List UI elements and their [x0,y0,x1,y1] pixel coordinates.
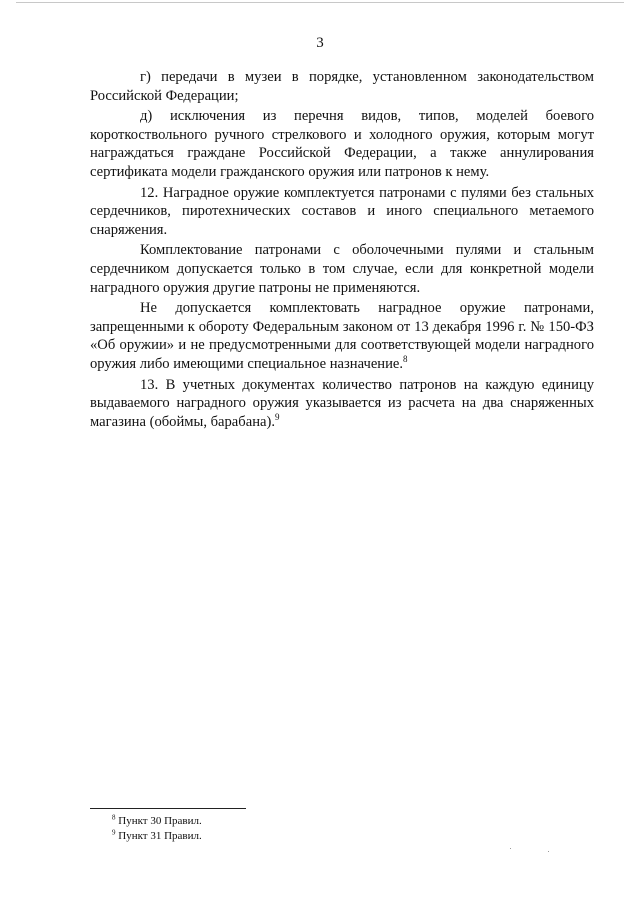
footnote-separator [90,808,246,809]
paragraph-text: Не допускается комплектовать наградное оружие патронами, запрещенными к обороту Федеральным законом от 13 декабря 1996 г. № 150-ФЗ «Об оружии» и не предусмотренными для соответствующей модели наградного оружия либо имеющими специальное назначение. [90,300,594,372]
paragraph-prohibited-cartridges [90,299,594,373]
paragraph-clause-13 [90,376,594,432]
document-body [90,68,594,431]
paragraph-steel-core-cartridges [90,241,594,297]
paragraph-text: 12. Наградное оружие комплектуется патронами с пулями без стальных сердечников, пиротехнических составов и иного специального метаемого снаряжения. [90,184,594,238]
scan-speck [510,848,511,849]
scan-speck [548,851,549,852]
footnote-mark: 8 [112,813,116,822]
footnote-mark: 9 [112,828,116,837]
paragraph-text: Комплектование патронами с оболочечными пулями и стальным сердечником допускается только в том случае, если для конкретной модели наградного оружия другие патроны не применяются. [90,242,594,296]
paragraph-text: 13. В учетных документах количество патронов на каждую единицу выдаваемого наградного оружия указывается из расчета на два снаряженных магазина (обоймы, барабана). [90,376,594,430]
scan-top-edge [16,2,624,3]
footnote-reference[interactable]: 8 [403,354,408,365]
page-number: 3 [316,35,324,51]
paragraph-item-d [90,107,594,181]
footnote-reference[interactable]: 9 [275,411,280,422]
footnote-text: Пункт 30 Правил. [115,815,202,827]
paragraph-item-g [90,68,594,105]
footnote-item [112,829,412,844]
footnote-text: Пункт 31 Правил. [115,830,202,842]
paragraph-clause-12 [90,184,594,240]
footnotes [112,814,412,844]
paragraph-text: д) исключения из перечня видов, типов, моделей боевого короткоствольного ручного стрелкового и холодного оружия, которым могут награждаться граждане Российской Федерации, а также аннулирования сертификата модели гражданского оружия или патронов к нему. [90,108,594,180]
paragraph-text: г) передачи в музеи в порядке, установленном законодательством Российской Федерации; [90,69,594,104]
footnote-item [112,814,412,829]
